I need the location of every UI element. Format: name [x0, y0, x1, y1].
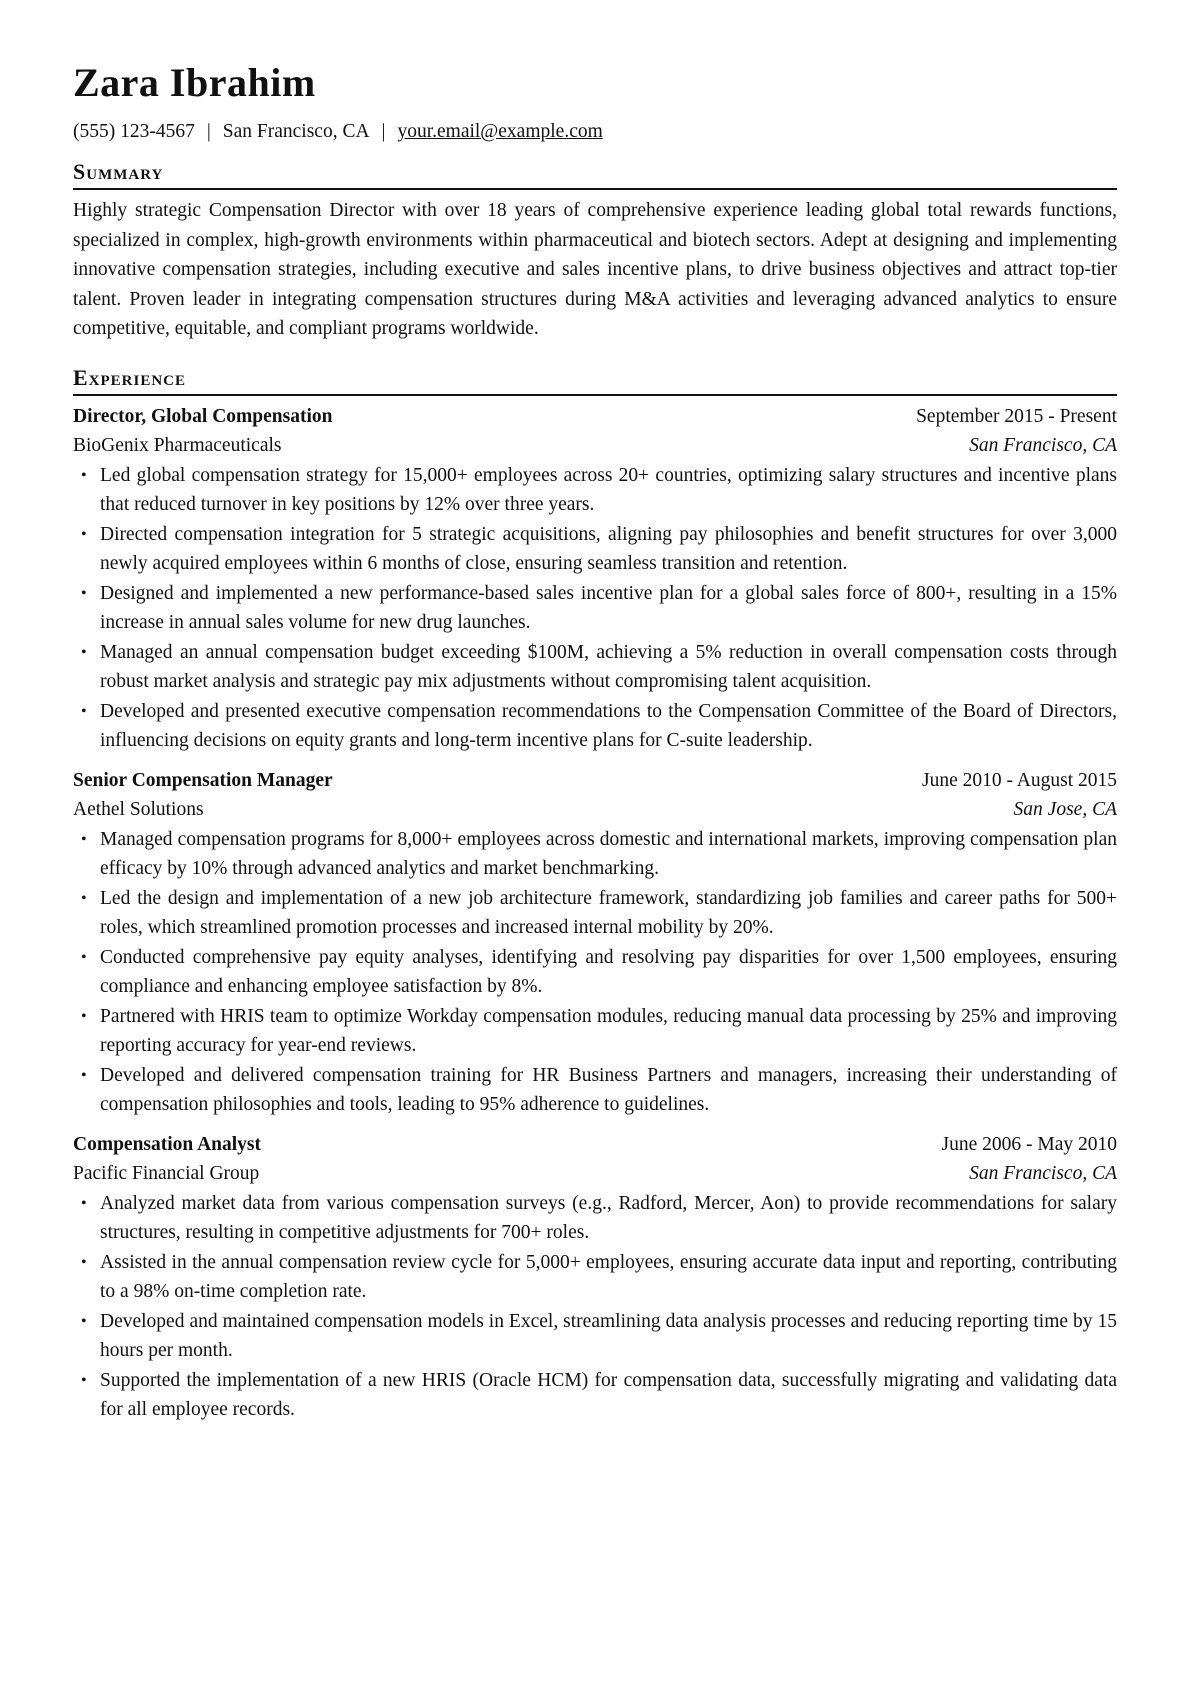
job-bullet-text: Designed and implemented a new performance-based sales incentive plan for a global sales force of 800+, resulting in a 15% increase in annual sales volume for new drug launches.: [100, 582, 1117, 633]
job-company: Aethel Solutions: [73, 799, 204, 820]
contact-location: San Francisco, CA: [222, 121, 370, 142]
job-bullet: [73, 884, 1117, 943]
job-dates: June 2006 - May 2010: [941, 1133, 1117, 1155]
job-role: Director, Global Compensation: [73, 405, 333, 427]
job-bullet: [73, 461, 1117, 520]
job-dates: September 2015 - Present: [916, 405, 1117, 427]
bullet-icon: •: [81, 889, 87, 907]
job-bullet-text: Directed compensation integration for 5 strategic acquisitions, aligning pay philosophies and benefit structures for over 3,000 newly acquired employees within 6 months of close, ensuring seamless transition and retention.: [100, 523, 1117, 574]
job-bullet-text: Managed compensation programs for 8,000+ employees across domestic and international markets, improving compensation plan efficacy by 10% through advanced analytics and market benchmarking.: [100, 828, 1117, 879]
job-bullet: [73, 697, 1117, 756]
job-company: BioGenix Pharmaceuticals: [73, 435, 282, 456]
email-link[interactable]: your.email@example.com: [397, 121, 603, 142]
job-bullet-text: Assisted in the annual compensation review cycle for 5,000+ employees, ensuring accurate data input and reporting, contributing to a 98% on-time completion rate.: [100, 1251, 1117, 1302]
bullet-icon: •: [81, 1194, 87, 1212]
job-bullet-text: Conducted comprehensive pay equity analyses, identifying and resolving pay disparities for over 1,500 employees, ensuring compliance and enhancing employee satisfaction by 8%.: [100, 946, 1117, 997]
bullet-icon: •: [81, 1066, 87, 1084]
bullet-icon: •: [81, 830, 87, 848]
bullet-icon: •: [81, 1312, 87, 1330]
bullet-icon: •: [81, 643, 87, 661]
job-header-row: [73, 766, 1117, 796]
job-bullet: [73, 1366, 1117, 1425]
summary-heading: Summary: [73, 158, 1117, 190]
job-bullet: [73, 1061, 1117, 1120]
job-bullet-text: Led the design and implementation of a new job architecture framework, standardizing job families and career paths for 500+ roles, which streamlined promotion processes and increased internal mobility by 20%.: [100, 887, 1117, 938]
contact-line: [73, 120, 1117, 144]
job-bullet: [73, 1307, 1117, 1366]
bullet-icon: •: [81, 1371, 87, 1389]
job-company-row: [73, 1159, 1117, 1189]
job-bullet: [73, 520, 1117, 579]
job-entry: [73, 766, 1117, 1120]
job-company: Pacific Financial Group: [73, 1163, 260, 1184]
bullet-icon: •: [81, 1253, 87, 1271]
job-bullet-text: Supported the implementation of a new HRIS (Oracle HCM) for compensation data, successfully migrating and validating data for all employee records.: [100, 1369, 1117, 1420]
job-bullet-list: [73, 825, 1117, 1120]
summary-text: Highly strategic Compensation Director with over 18 years of comprehensive experience leading global total rewards functions, specialized in complex, high-growth environments within pharmaceutical and biotech sectors. Adept at designing and implementing innovative compensation strategies, including executive and sales incentive plans, to drive business objectives and attract top-tier talent. Proven leader in integrating compensation structures during M&A activities and leveraging advanced analytics to ensure competitive, equitable, and compliant programs worldwide.: [73, 200, 1117, 339]
job-bullet-text: Managed an annual compensation budget exceeding $100M, achieving a 5% reduction in overall compensation costs through robust market analysis and strategic pay mix adjustments without compromising talent acquisition.: [100, 641, 1117, 692]
job-location: San Francisco, CA: [969, 1163, 1117, 1184]
job-bullet-text: Developed and presented executive compensation recommendations to the Compensation Committee of the Board of Directors, influencing decisions on equity grants and long-term incentive plans for C-suite leadership.: [100, 700, 1117, 751]
job-entry: [73, 1130, 1117, 1425]
job-bullet-list: [73, 461, 1117, 756]
job-bullet-text: Analyzed market data from various compensation surveys (e.g., Radford, Mercer, Aon) to provide recommendations for salary structures, resulting in competitive adjustments for 700+ roles.: [100, 1192, 1117, 1243]
job-bullet: [73, 825, 1117, 884]
job-bullet-text: Led global compensation strategy for 15,000+ employees across 20+ countries, optimizing salary structures and incentive plans that reduced turnover in key positions by 12% over three years.: [100, 464, 1117, 515]
bullet-icon: •: [81, 702, 87, 720]
job-entry: [73, 402, 1117, 756]
contact-separator: |: [381, 121, 386, 142]
contact-separator: |: [206, 121, 211, 142]
job-bullet: [73, 943, 1117, 1002]
job-location: San Jose, CA: [1013, 799, 1117, 820]
job-bullet: [73, 638, 1117, 697]
job-company-row: [73, 431, 1117, 461]
job-location: San Francisco, CA: [969, 435, 1117, 456]
job-bullet: [73, 579, 1117, 638]
job-bullet: [73, 1002, 1117, 1061]
job-bullet: [73, 1248, 1117, 1307]
job-bullet-text: Partnered with HRIS team to optimize Workday compensation modules, reducing manual data processing by 25% and improving reporting accuracy for year-end reviews.: [100, 1005, 1117, 1056]
job-bullet-text: Developed and delivered compensation training for HR Business Partners and managers, increasing their understanding of compensation philosophies and tools, leading to 95% adherence to guidelines.: [100, 1064, 1117, 1115]
candidate-name: Zara Ibrahim: [73, 60, 316, 105]
job-header-row: [73, 1130, 1117, 1160]
bullet-icon: •: [81, 584, 87, 602]
bullet-icon: •: [81, 1007, 87, 1025]
job-dates: June 2010 - August 2015: [922, 769, 1117, 791]
job-company-row: [73, 795, 1117, 825]
job-bullet-list: [73, 1189, 1117, 1425]
bullet-icon: •: [81, 466, 87, 484]
experience-heading: Experience: [73, 364, 1117, 396]
job-header-row: [73, 402, 1117, 432]
bullet-icon: •: [81, 948, 87, 966]
phone-number: (555) 123-4567: [73, 121, 195, 142]
job-bullet: [73, 1189, 1117, 1248]
job-role: Senior Compensation Manager: [73, 769, 333, 791]
bullet-icon: •: [81, 525, 87, 543]
job-bullet-text: Developed and maintained compensation models in Excel, streamlining data analysis processes and reducing reporting time by 15 hours per month.: [100, 1310, 1117, 1361]
experience-list: [73, 402, 1117, 1425]
job-role: Compensation Analyst: [73, 1133, 261, 1155]
